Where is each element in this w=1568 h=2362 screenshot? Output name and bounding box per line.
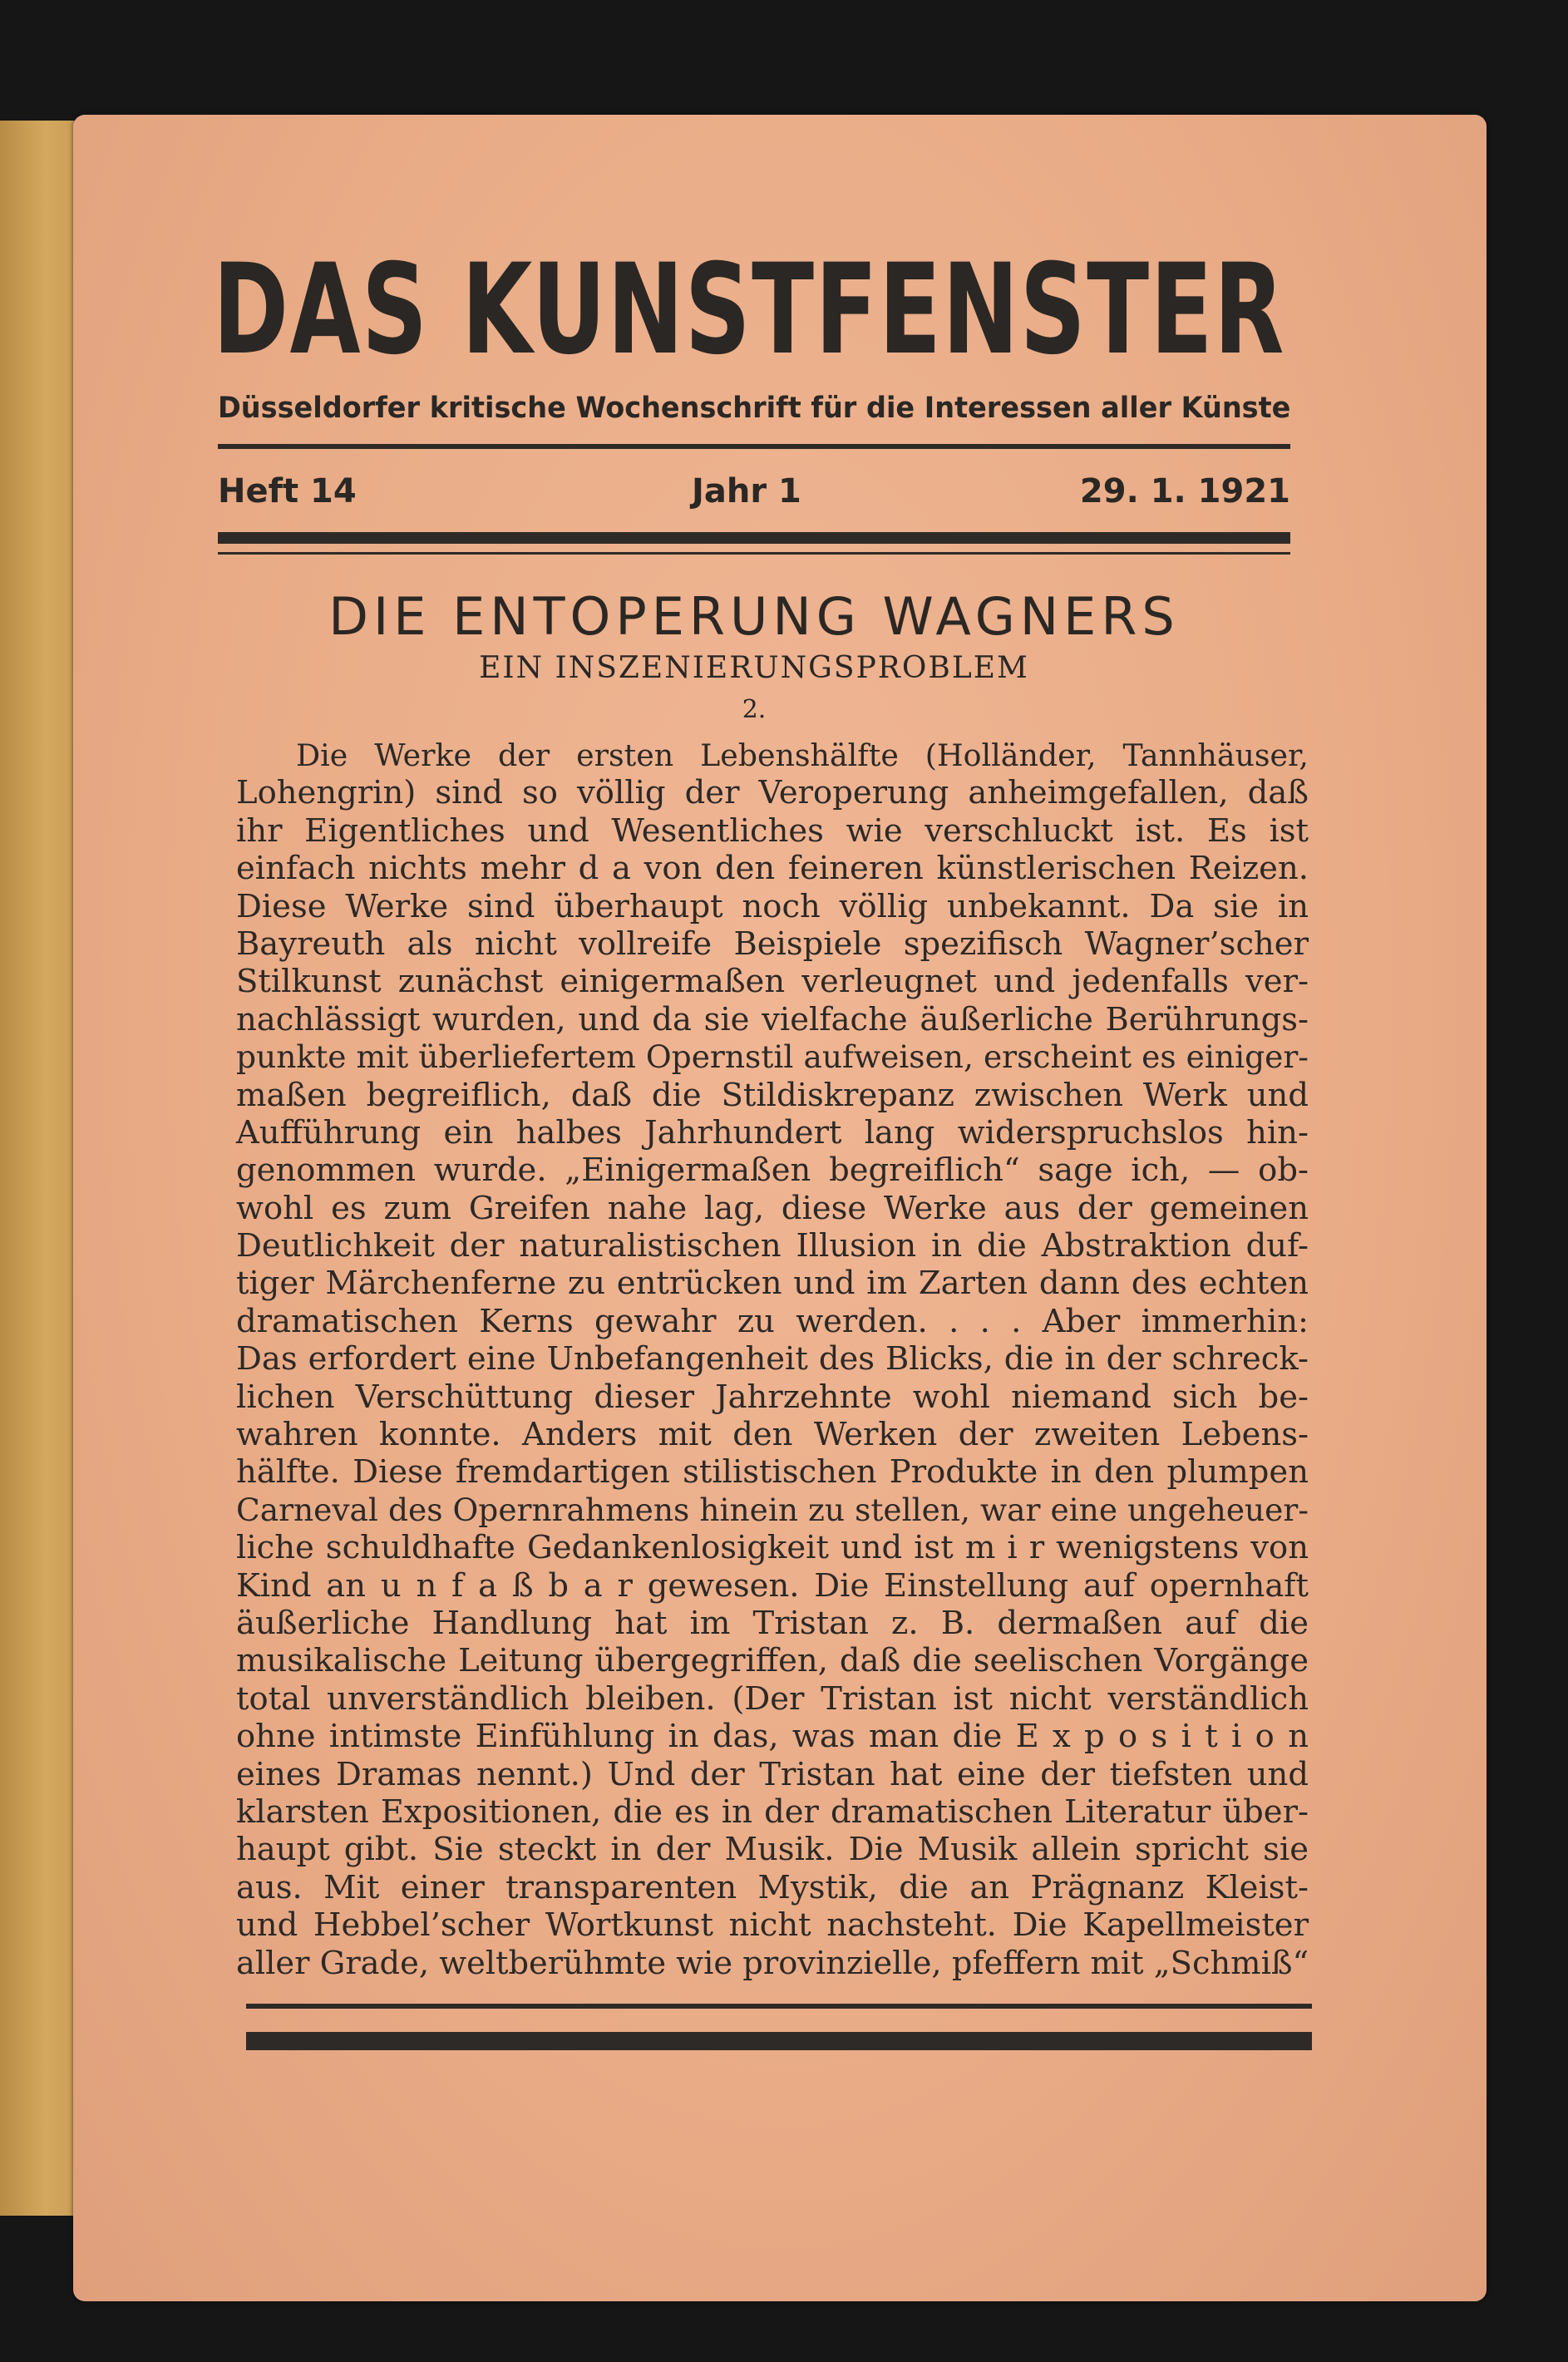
article-line: Lohengrin) sind so völlig der Veroperung anheimgefallen, daß — [236, 774, 1309, 812]
article-line: Kind an u n f a ß b a r gewesen. Die Einstellung auf opernhaft — [236, 1566, 1309, 1605]
article-line: Diese Werke sind überhaupt noch völlig unbekannt. Da sie in — [236, 887, 1309, 925]
article-line: aller Grade, weltberühmte wie provinzielle, pfeffern mit „Schmiß“ — [236, 1944, 1309, 1982]
footer-thin-rule — [246, 2004, 1312, 2009]
article-line: ihr Eigentliches und Wesentliches wie verschluckt ist. Es ist — [236, 811, 1309, 850]
article-line: wohl es zum Greifen nahe lag, diese Werke aus der gemeinen — [236, 1189, 1309, 1227]
article-line: aus. Mit einer transparenten Mystik, die an Prägnanz Kleist- — [236, 1868, 1309, 1906]
issue-date: 29. 1. 1921 — [1079, 472, 1290, 510]
issue-year: Jahr 1 — [692, 472, 801, 510]
footer-thick-rule — [246, 2032, 1312, 2050]
article-part-number: 2. — [742, 695, 767, 724]
article-line: dramatischen Kerns gewahr zu werden. . . . Aber immerhin: — [236, 1302, 1309, 1340]
article-line: Das erfordert eine Unbefangenheit des Blicks, die in der schreck- — [236, 1340, 1309, 1378]
header-thick-rule — [218, 532, 1290, 544]
article-line: Stilkunst zunächst einigermaßen verleugnet und jedenfalls ver- — [236, 963, 1309, 1001]
article-subtitle: EIN INSZENIERUNGSPROBLEM — [479, 651, 1029, 685]
article-line: lichen Verschüttung dieser Jahrzehnte wohl niemand sich be- — [236, 1378, 1309, 1416]
article-body — [236, 737, 1309, 1982]
article-line: wahren konnte. Anders mit den Werken der zweiten Lebens- — [236, 1416, 1309, 1454]
article-line: Carneval des Opernrahmens hinein zu stellen, war eine ungeheuer- — [236, 1491, 1309, 1528]
article-line: ohne intimste Einfühlung in das, was man die E x p o s i t i o n — [236, 1718, 1309, 1756]
article-line: Aufführung ein halbes Jahrhundert lang widerspruchslos hin- — [236, 1113, 1309, 1151]
article-line: hälfte. Diese fremdartigen stilistischen Produkte in den plumpen — [236, 1453, 1309, 1492]
article-line: tiger Märchenferne zu entrücken und im Zarten dann des echten — [236, 1265, 1309, 1303]
issue-info-row — [218, 471, 1290, 512]
article-title: DIE ENTOPERUNG WAGNERS — [328, 586, 1180, 647]
article-line: und Hebbel’scher Wortkunst nicht nachsteht. Die Kapellmeister — [236, 1906, 1309, 1945]
article-line: maßen begreiflich, daß die Stildiskrepanz zwischen Werk und — [236, 1076, 1309, 1114]
article-line: Bayreuth als nicht vollreife Beispiele spezifisch Wagner’scher — [236, 925, 1309, 963]
article-line: klarsten Expositionen, die es in der dramatischen Literatur über- — [236, 1792, 1309, 1831]
article-line: liche schuldhafte Gedankenlosigkeit und ist m i r wenigstens von — [236, 1529, 1309, 1567]
left-page-edge — [0, 121, 83, 2216]
masthead-rule — [218, 444, 1290, 449]
article-line: genommen wurde. „Einigermaßen begreiflich“ sage ich, — ob- — [236, 1151, 1309, 1190]
article-line: haupt gibt. Sie steckt in der Musik. Die Musik allein spricht sie — [236, 1831, 1309, 1869]
article-line: einfach nichts mehr d a von den feineren künstlerischen Reizen. — [236, 850, 1309, 888]
article-line: Die Werke der ersten Lebenshälfte (Holländer, Tannhäuser, — [296, 737, 1309, 773]
article-line: musikalische Leitung übergegriffen, daß die seelischen Vorgänge — [236, 1642, 1309, 1680]
article-line: nachlässigt wurden, und da sie vielfache äußerliche Berührungs- — [236, 1000, 1309, 1038]
article-line: äußerliche Handlung hat im Tristan z. B. dermaßen auf die — [236, 1604, 1309, 1642]
header-thin-rule — [218, 552, 1290, 555]
article-line: Deutlichkeit der naturalistischen Illusion in die Abstraktion duf- — [236, 1227, 1309, 1265]
masthead-subtitle: Düsseldorfer kritische Wochenschrift für die Interessen aller Künste — [218, 392, 1291, 425]
article-line: eines Dramas nennt.) Und der Tristan hat eine der tiefsten und — [236, 1755, 1309, 1793]
masthead-title: DAS KUNSTFENSTER — [213, 238, 1285, 382]
issue-number: Heft 14 — [218, 472, 357, 510]
article-line: total unverständlich bleiben. (Der Tristan ist nicht verständlich — [236, 1679, 1309, 1718]
article-line: punkte mit überliefertem Opernstil aufweisen, erscheint es einiger- — [236, 1038, 1309, 1076]
